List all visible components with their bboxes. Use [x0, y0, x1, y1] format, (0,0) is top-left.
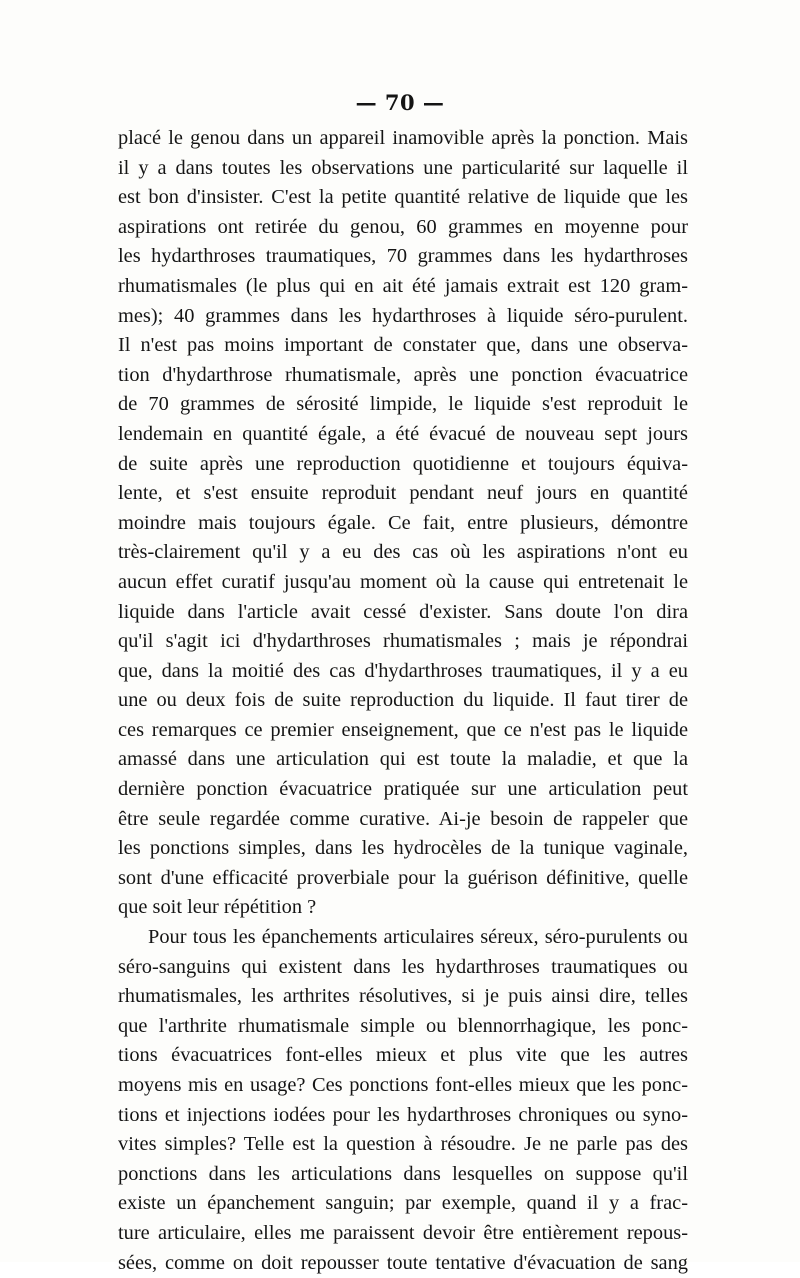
text-line: moindre mais toujours égale. Ce fait, entre plusieurs, démontre: [118, 511, 688, 534]
text-line: séro-sanguins qui existent dans les hydarthroses traumatiques ou: [118, 955, 688, 978]
text-line: très-clairement qu'il y a eu des cas où les aspirations n'ont eu: [118, 541, 688, 564]
text-line: que, dans la moitié des cas d'hydarthroses traumatiques, il y a eu: [118, 659, 688, 682]
text-line: de 70 grammes de sérosité limpide, le liquide s'est reproduit le: [118, 393, 688, 416]
text-line: tion d'hydarthrose rhumatismale, après une ponction évacuatrice: [118, 363, 688, 386]
text-line: tions évacuatrices font-elles mieux et plus vite que les autres: [118, 1044, 688, 1067]
text-line: il y a dans toutes les observations une particularité sur laquelle il: [118, 156, 688, 179]
text-line: aucun effet curatif jusqu'au moment où la cause qui entretenait le: [118, 570, 688, 593]
text-line: que soit leur répétition ?: [118, 896, 317, 919]
text-line: qu'il s'agit ici d'hydarthroses rhumatismales ; mais je répondrai: [118, 630, 688, 653]
text-line: amassé dans une articulation qui est toute la maladie, et que la: [118, 748, 688, 771]
text-line: tions et injections iodées pour les hydarthroses chroniques ou syno-: [118, 1103, 688, 1126]
text-line: de suite après une reproduction quotidienne et toujours équiva-: [118, 452, 688, 475]
text-line: lente, et s'est ensuite reproduit pendant neuf jours en quantité: [118, 482, 688, 505]
body-text: [118, 124, 688, 1278]
text-line: aspirations ont retirée du genou, 60 grammes en moyenne pour: [118, 215, 688, 238]
text-line: les hydarthroses traumatiques, 70 grammes dans les hydarthroses: [118, 245, 688, 268]
text-line: sont d'une efficacité proverbiale pour la guérison définitive, quelle: [118, 866, 688, 889]
text-line: être seule regardée comme curative. Ai-je besoin de rappeler que: [118, 807, 688, 830]
text-line: mes); 40 grammes dans les hydarthroses à liquide séro-purulent.: [118, 304, 688, 327]
text-line: Pour tous les épanchements articulaires séreux, séro-purulents ou: [148, 926, 688, 949]
text-line: est bon d'insister. C'est la petite quantité relative de liquide que les: [118, 186, 688, 209]
page-number: — 70 —: [355, 90, 445, 115]
text-line: rhumatismales (le plus qui en ait été jamais extrait est 120 gram-: [118, 274, 688, 297]
text-line: Il n'est pas moins important de constater que, dans une observa-: [118, 334, 688, 357]
text-line: moyens mis en usage? Ces ponctions font-elles mieux que les ponc-: [118, 1074, 688, 1096]
text-line: ture articulaire, elles me paraissent devoir être entièrement repous-: [118, 1221, 688, 1244]
text-line: placé le genou dans un appareil inamovible après la ponction. Mais: [118, 127, 688, 149]
text-line: ces remarques ce premier enseignement, que ce n'est pas le liquide: [118, 718, 688, 741]
text-line: une ou deux fois de suite reproduction du liquide. Il faut tirer de: [118, 689, 688, 712]
text-line: les ponctions simples, dans les hydrocèles de la tunique vaginale,: [118, 837, 688, 860]
text-line: existe un épanchement sanguin; par exemple, quand il y a frac-: [118, 1192, 688, 1215]
text-line: rhumatismales, les arthrites résolutives, si je puis ainsi dire, telles: [118, 985, 688, 1008]
text-line: vites simples? Telle est la question à résoudre. Je ne parle pas des: [118, 1133, 688, 1156]
text-line: liquide dans l'article avait cessé d'exister. Sans doute l'on dira: [118, 600, 688, 623]
text-line: sées, comme on doit repousser toute tentative d'évacuation de sang: [118, 1251, 688, 1274]
text-line: dernière ponction évacuatrice pratiquée sur une articulation peut: [118, 778, 688, 801]
text-line: ponctions dans les articulations dans lesquelles on suppose qu'il: [118, 1162, 688, 1185]
text-line: lendemain en quantité égale, a été évacué de nouveau sept jours: [118, 422, 688, 445]
text-line: que l'arthrite rhumatismale simple ou blennorrhagique, les ponc-: [118, 1014, 688, 1037]
